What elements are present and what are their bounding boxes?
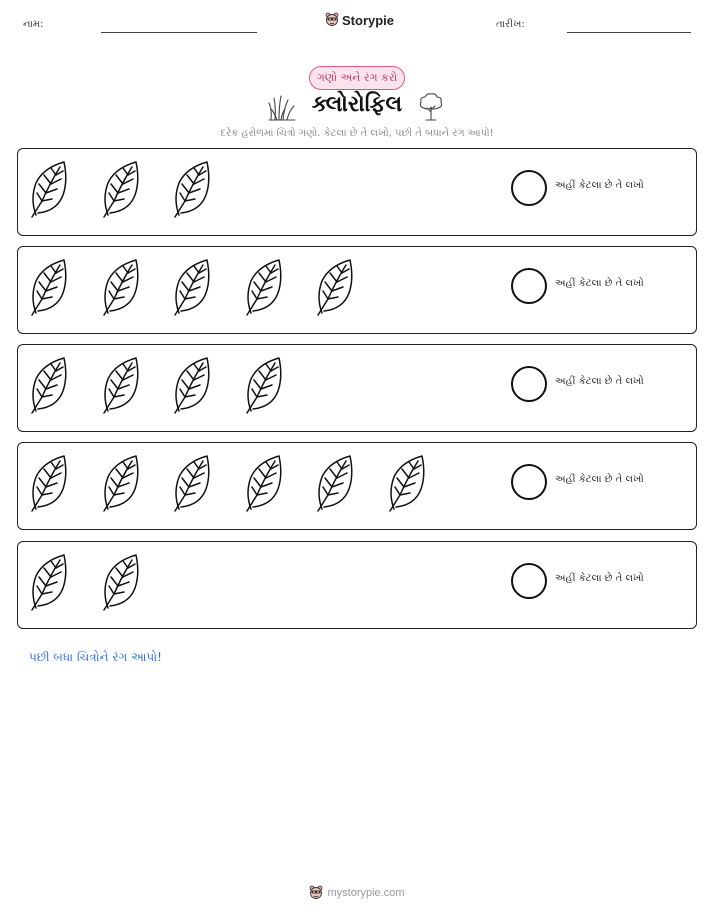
- answer-circle[interactable]: [511, 464, 547, 500]
- brand-name: Storypie: [342, 12, 395, 28]
- leaf-icon: [241, 257, 285, 317]
- leaf-icon: [98, 552, 142, 612]
- count-row-1: [17, 148, 697, 236]
- count-row-2: [17, 246, 697, 334]
- leaf-icon: [169, 257, 213, 317]
- instruction-text: દરેક હરોળમાં ચિત્રો ગણો. કેટલા છે તે લખો, પછી તે બધાને રંગ આપો!: [220, 128, 494, 139]
- answer-circle[interactable]: [511, 268, 547, 304]
- coloring-note: પછી બધા ચિત્રોને રંગ આપો!: [29, 650, 162, 664]
- leaf-icon: [98, 453, 142, 513]
- leaf-icon: [384, 453, 428, 513]
- leaf-icon: [98, 159, 142, 219]
- answer-circle[interactable]: [511, 563, 547, 599]
- leaf-icon: [26, 552, 70, 612]
- leaf-icon: [241, 453, 285, 513]
- name-field-line[interactable]: [101, 32, 257, 33]
- page-title: ક્લોરોફિલ: [311, 92, 403, 117]
- leaf-icon: [26, 355, 70, 415]
- count-row-4: [17, 442, 697, 530]
- answer-prompt: અહીં કેટલા છે તે લખો: [555, 278, 644, 289]
- leaf-icon: [26, 453, 70, 513]
- answer-prompt: અહીં કેટલા છે તે લખો: [555, 180, 644, 191]
- footer-url[interactable]: mystorypie.com: [327, 887, 405, 899]
- leaf-icon: [26, 159, 70, 219]
- leaf-icon: [169, 355, 213, 415]
- leaf-icon: [98, 257, 142, 317]
- answer-circle[interactable]: [511, 170, 547, 206]
- date-field-line[interactable]: [567, 32, 691, 33]
- answer-circle[interactable]: [511, 366, 547, 402]
- date-label: તારીખ:: [496, 19, 525, 30]
- answer-prompt: અહીં કેટલા છે તે લખો: [555, 376, 644, 387]
- count-row-5: [17, 541, 697, 629]
- activity-badge: ગણો અને રંગ કરો: [309, 66, 405, 90]
- title-row: [0, 90, 714, 124]
- footer: [0, 885, 714, 901]
- leaf-icon: [169, 159, 213, 219]
- leaf-icon: [312, 453, 356, 513]
- leaf-icon: [312, 257, 356, 317]
- leaf-icon: [98, 355, 142, 415]
- storypie-mascot-icon: [309, 885, 323, 901]
- answer-prompt: અહીં કેટલા છે તે લખો: [555, 474, 644, 485]
- tree-icon: [418, 92, 444, 122]
- leaf-icon: [26, 257, 70, 317]
- storypie-mascot-icon: [325, 12, 339, 28]
- name-label: નામ:: [23, 19, 44, 30]
- count-row-3: [17, 344, 697, 432]
- storypie-logo: [325, 12, 394, 28]
- leaf-icon: [241, 355, 285, 415]
- answer-prompt: અહીં કેટલા છે તે લખો: [555, 573, 644, 584]
- leaf-icon: [169, 453, 213, 513]
